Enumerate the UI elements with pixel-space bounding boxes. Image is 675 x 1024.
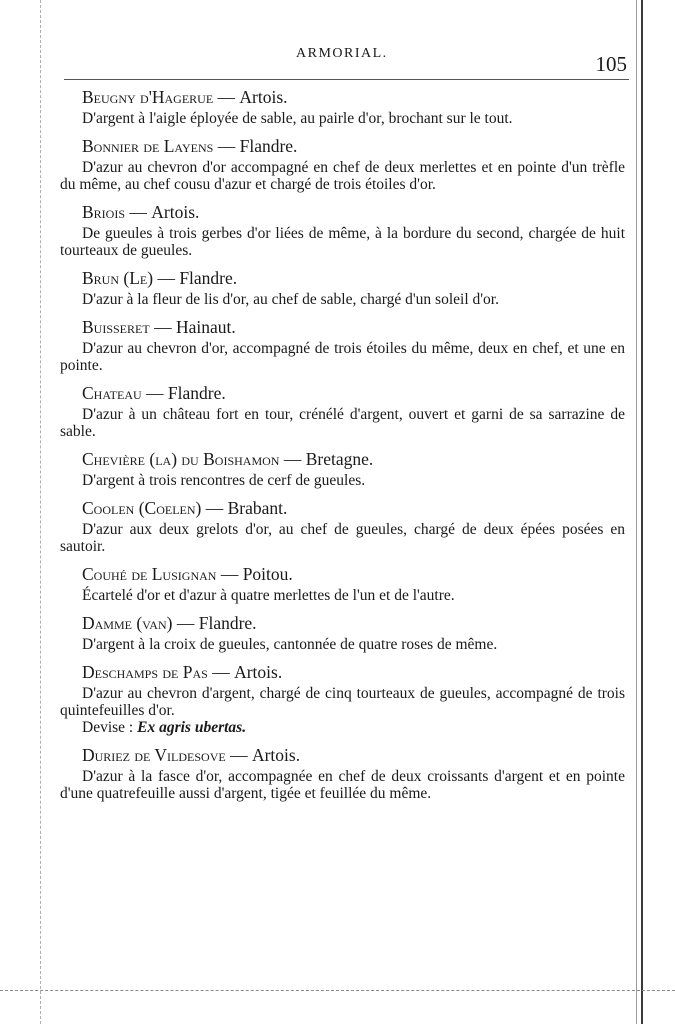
entry-title: Chevière (la) du Boishamon — Bretagne. xyxy=(82,449,374,469)
region: Poitou. xyxy=(242,564,293,584)
family-name: Coolen (Coelen) xyxy=(82,498,202,518)
blazon-text: D'azur au chevron d'or accompagné en chef de deux merlettes et en pointe d'un trèfle du même, au chef cousu d'azur et chargé de trois étoiles d'or. xyxy=(60,159,625,193)
blazon-text: D'azur aux deux grelots d'or, au chef de gueules, chargé de deux épées posées en sautoir. xyxy=(60,521,625,555)
region: Artois. xyxy=(234,662,283,682)
entry-title: Buisseret — Hainaut. xyxy=(82,317,236,337)
blazon-text: D'azur au chevron d'argent, chargé de cinq tourteaux de gueules, accompagné de trois quintefeuilles d'or. xyxy=(60,685,625,719)
entry-title: Beugny d'Hagerue — Artois. xyxy=(82,87,288,107)
device-line xyxy=(60,719,625,736)
blazon-text: D'argent à trois rencontres de cerf de gueules. xyxy=(82,472,366,489)
region: Artois. xyxy=(239,87,288,107)
bottom-edge-line xyxy=(0,990,675,992)
armorial-entries xyxy=(60,86,625,810)
region: Artois. xyxy=(251,745,301,765)
blazon-text: D'azur à la fasce d'or, accompagnée en chef de deux croissants d'argent et en pointe d'une quatrefeuille aussi d'argent, tigée et feuillée du même. xyxy=(60,768,625,802)
device-motto: Ex agris ubertas. xyxy=(137,719,247,736)
entry-title: Duriez de Vildesove — Artois. xyxy=(82,745,301,765)
family-name: Bonnier de Layens xyxy=(82,136,214,156)
region: Artois. xyxy=(151,202,200,222)
page-number: 105 xyxy=(595,52,627,76)
family-name: Beugny d'Hagerue xyxy=(82,87,214,107)
family-name: Chevière (la) du Boishamon xyxy=(82,449,280,469)
family-name: Deschamps de Pas xyxy=(82,662,208,682)
armorial-entry xyxy=(60,448,625,489)
running-title: ARMORIAL. xyxy=(296,46,388,61)
left-margin-line xyxy=(40,0,42,1024)
entry-title: Coolen (Coelen) — Brabant. xyxy=(82,498,288,518)
armorial-entry xyxy=(60,612,625,653)
armorial-entry xyxy=(60,201,625,259)
blazon-text: Écartelé d'or et d'azur à quatre merlettes de l'un et de l'autre. xyxy=(82,587,455,604)
region: Bretagne. xyxy=(305,449,374,469)
region: Brabant. xyxy=(227,498,288,518)
armorial-entry xyxy=(60,744,625,802)
entry-title: Brun (Le) — Flandre. xyxy=(82,268,238,288)
family-name: Chateau xyxy=(82,383,142,403)
blazon-text: D'argent à la croix de gueules, cantonnée de quatre roses de même. xyxy=(82,636,498,653)
armorial-entry xyxy=(60,661,625,736)
page-header xyxy=(64,40,629,80)
armorial-entry xyxy=(60,86,625,127)
armorial-entry xyxy=(60,563,625,604)
region: Flandre. xyxy=(167,383,226,403)
region: Flandre. xyxy=(239,136,298,156)
entry-title: Couhé de Lusignan — Poitou. xyxy=(82,564,293,584)
armorial-entry xyxy=(60,316,625,374)
region: Flandre. xyxy=(198,613,257,633)
device-label: Devise : xyxy=(82,719,134,736)
region: Flandre. xyxy=(179,268,238,288)
family-name: Couhé de Lusignan xyxy=(82,564,217,584)
armorial-entry xyxy=(60,497,625,555)
right-margin-line xyxy=(641,0,643,1024)
family-name: Briois xyxy=(82,202,126,222)
armorial-entry xyxy=(60,267,625,308)
blazon-text: D'azur au chevron d'or, accompagné de trois étoiles du même, deux en chef, et une en pointe. xyxy=(60,340,625,374)
entry-title: Chateau — Flandre. xyxy=(82,383,226,403)
armorial-entry xyxy=(60,135,625,193)
family-name: Buisseret xyxy=(82,317,150,337)
family-name: Duriez de Vildesove xyxy=(82,745,226,765)
region: Hainaut. xyxy=(175,317,236,337)
right-margin-line-inner xyxy=(636,0,637,1024)
entry-title: Bonnier de Layens — Flandre. xyxy=(82,136,298,156)
armorial-entry xyxy=(60,382,625,440)
blazon-text: D'argent à l'aigle éployée de sable, au pairle d'or, brochant sur le tout. xyxy=(82,110,513,127)
header-rule xyxy=(64,79,629,80)
family-name: Brun (Le) xyxy=(82,268,154,288)
family-name: Damme (van) xyxy=(82,613,173,633)
blazon-text: D'azur à la fleur de lis d'or, au chef de sable, chargé d'un soleil d'or. xyxy=(82,291,499,308)
entry-title: Damme (van) — Flandre. xyxy=(82,613,257,633)
entry-title: Deschamps de Pas — Artois. xyxy=(82,662,283,682)
entry-title: Briois — Artois. xyxy=(82,202,200,222)
blazon-text: D'azur à un château fort en tour, crénélé d'argent, ouvert et garni de sa sarrazine de sable. xyxy=(60,406,625,440)
blazon-text: De gueules à trois gerbes d'or liées de même, à la bordure du second, chargée de huit tourteaux de gueules. xyxy=(60,225,625,259)
